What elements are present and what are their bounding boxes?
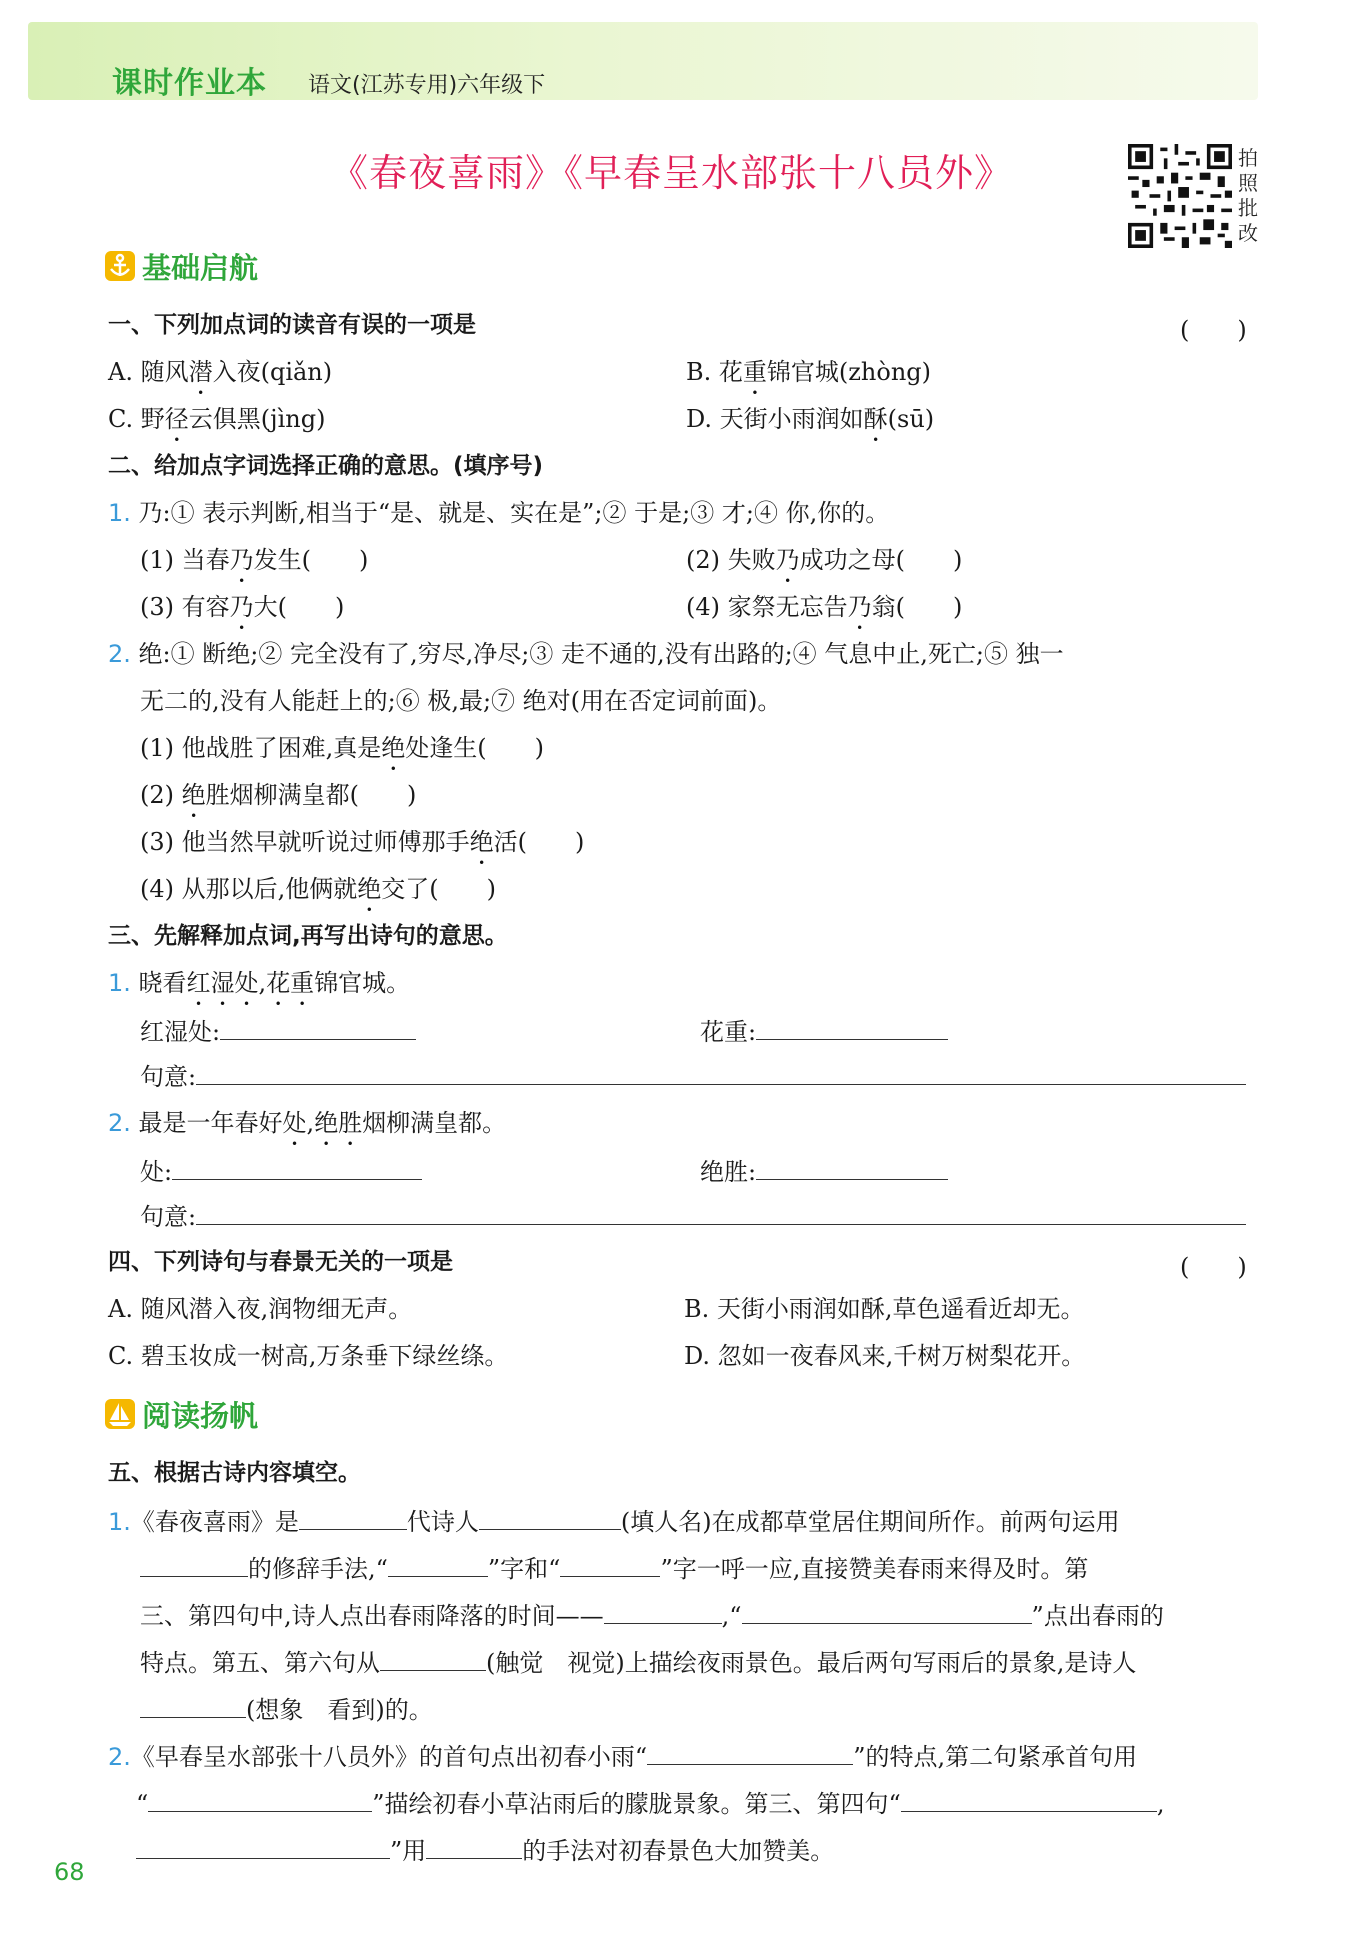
q2-item2-sentence-3[interactable]: (3) 他当然早就听说过师傅那手绝活( ) <box>140 828 585 856</box>
q5-stem: 五、根据古诗内容填空。 <box>108 1460 361 1486</box>
q3-item1-word1-blank[interactable] <box>220 1015 416 1040</box>
q4-option-d[interactable]: D. 忽如一夜春风来,千树万树梨花开。 <box>684 1342 1086 1370</box>
q5-item1-line2[interactable]: 的修辞手法,“ ”字和“ ”字一呼一应,直接赞美春雨来得及时。第 <box>140 1552 1088 1584</box>
q4-answer-paren[interactable]: ( ) <box>1180 1253 1247 1281</box>
q2-item1-sentence-2[interactable]: (2) 失败乃成功之母( ) <box>686 546 963 574</box>
q1-stem: 一、下列加点词的读音有误的一项是 <box>108 312 476 338</box>
q5-item1-line1[interactable]: 1.《春夜喜雨》是 代诗人 (填人名)在成都草堂居住期间所作。前两句运用 <box>108 1505 1120 1537</box>
q2-stem: 二、给加点字词选择正确的意思。(填序号) <box>108 453 544 479</box>
brand-logo-text: 课时作业本 <box>112 66 267 101</box>
q2-item2-sentence-1[interactable]: (1) 他战胜了困难,真是绝处逢生( ) <box>140 734 544 762</box>
q4-option-a[interactable]: A. 随风潜入夜,润物细无声。 <box>108 1295 413 1323</box>
q4-option-b[interactable]: B. 天街小雨润如酥,草色遥看近却无。 <box>684 1295 1085 1323</box>
subject-label: 语文(江苏专用)六年级下 <box>308 73 546 98</box>
q2-item2-definition-line2: 无二的,没有人能赶上的;⑥ 极,最;⑦ 绝对(用在否定词前面)。 <box>140 687 782 715</box>
q1-option-c[interactable]: C. 野径云俱黑(jìng) <box>108 405 326 433</box>
q5-blank-imagine[interactable] <box>140 1693 246 1718</box>
q3-item2-word2-row[interactable]: 绝胜: <box>700 1155 948 1187</box>
q2-item2-sentence-2[interactable]: (2) 绝胜烟柳满皇都( ) <box>140 781 417 809</box>
q2-item2-definition-line1: 2. 绝:① 断绝;② 完全没有了,穷尽,净尽;③ 走不通的,没有出路的;④ 气息中止,死亡;⑤ 独一 <box>108 640 1064 668</box>
q1-option-d[interactable]: D. 天街小雨润如酥(sū) <box>686 405 935 433</box>
section-reading-label: 阅读扬帆 <box>142 1398 259 1433</box>
q5-blank-rain-feature[interactable] <box>647 1740 853 1765</box>
q3-item1-word2-blank[interactable] <box>756 1015 948 1040</box>
q3-item1-meaning-blank[interactable] <box>196 1060 1246 1085</box>
q3-item2-poem-line: 2. 最是一年春好处,绝胜烟柳满皇都。 <box>108 1109 507 1137</box>
page-number: 68 <box>54 1858 85 1886</box>
q5-blank-feature[interactable] <box>742 1599 1032 1624</box>
q3-stem: 三、先解释加点词,再写出诗句的意思。 <box>108 923 508 949</box>
q5-item2-line2[interactable]: “ ”描绘初春小草沾雨后的朦胧景象。第三、第四句“ , <box>136 1787 1164 1819</box>
sail-icon <box>104 1398 136 1430</box>
q3-item2-meaning-row[interactable]: 句意: <box>140 1200 1246 1232</box>
q4-stem: 四、下列诗句与春景无关的一项是 <box>108 1249 453 1275</box>
q5-blank-sense[interactable] <box>380 1646 486 1671</box>
q2-item1-sentence-1[interactable]: (1) 当春乃发生( ) <box>140 546 369 574</box>
q2-item2-sentence-4[interactable]: (4) 从那以后,他俩就绝交了( ) <box>140 875 496 903</box>
q1-answer-paren[interactable]: ( ) <box>1180 316 1247 344</box>
q5-item2-line3[interactable]: ”用 的手法对初春景色大加赞美。 <box>136 1834 834 1866</box>
q1-option-b[interactable]: B. 花重锦官城(zhòng) <box>686 358 932 386</box>
qr-code-icon[interactable] <box>1128 144 1232 248</box>
q5-blank-dynasty[interactable] <box>299 1505 407 1530</box>
q5-blank-poet[interactable] <box>479 1505 621 1530</box>
q3-item2-word1-blank[interactable] <box>172 1155 422 1180</box>
qr-caption: 拍照批改 <box>1238 146 1258 245</box>
q5-blank-char1[interactable] <box>388 1552 488 1577</box>
page-title: 《春夜喜雨》《早春呈水部张十八员外》 <box>330 151 1014 195</box>
q3-item2-meaning-blank[interactable] <box>196 1200 1246 1225</box>
section-reading-heading <box>104 1394 258 1434</box>
q3-item2-word2-blank[interactable] <box>756 1155 948 1180</box>
section-basic-heading <box>104 246 258 286</box>
q5-blank-char2[interactable] <box>560 1552 660 1577</box>
q5-item1-line4[interactable]: 特点。第五、第六句从 (触觉 视觉)上描绘夜雨景色。最后两句写雨后的景象,是诗人 <box>140 1646 1136 1678</box>
q5-blank-rhetoric[interactable] <box>140 1552 248 1577</box>
q5-blank-time[interactable] <box>604 1599 722 1624</box>
q5-blank-line4[interactable] <box>136 1834 390 1859</box>
q4-option-c[interactable]: C. 碧玉妆成一树高,万条垂下绿丝绦。 <box>108 1342 509 1370</box>
q2-item1-sentence-3[interactable]: (3) 有容乃大( ) <box>140 593 345 621</box>
q5-blank-technique[interactable] <box>426 1834 522 1859</box>
q1-option-a[interactable]: A. 随风潜入夜(qiǎn) <box>108 358 333 386</box>
q5-item1-line3[interactable]: 三、第四句中,诗人点出春雨降落的时间—— ,“ ”点出春雨的 <box>140 1599 1164 1631</box>
q5-blank-grass-line[interactable] <box>148 1787 372 1812</box>
q3-item1-word1-row[interactable]: 红湿处: <box>140 1015 416 1047</box>
q2-item1-sentence-4[interactable]: (4) 家祭无忘告乃翁( ) <box>686 593 963 621</box>
q5-item1-line5[interactable]: (想象 看到)的。 <box>140 1693 433 1725</box>
section-basic-label: 基础启航 <box>142 250 259 285</box>
q5-blank-line3[interactable] <box>901 1787 1157 1812</box>
q2-item1-definition: 1. 乃:① 表示判断,相当于“是、就是、实在是”;② 于是;③ 才;④ 你,你的。 <box>108 499 890 527</box>
q3-item1-meaning-row[interactable]: 句意: <box>140 1060 1246 1092</box>
q3-item1-poem-line: 1. 晓看红湿处,花重锦官城。 <box>108 969 411 997</box>
q5-item2-line1[interactable]: 2.《早春呈水部张十八员外》的首句点出初春小雨“ ”的特点,第二句紧承首句用 <box>108 1740 1137 1772</box>
q3-item1-word2-row[interactable]: 花重: <box>700 1015 948 1047</box>
anchor-icon <box>104 250 136 282</box>
q3-item2-word1-row[interactable]: 处: <box>140 1155 422 1187</box>
